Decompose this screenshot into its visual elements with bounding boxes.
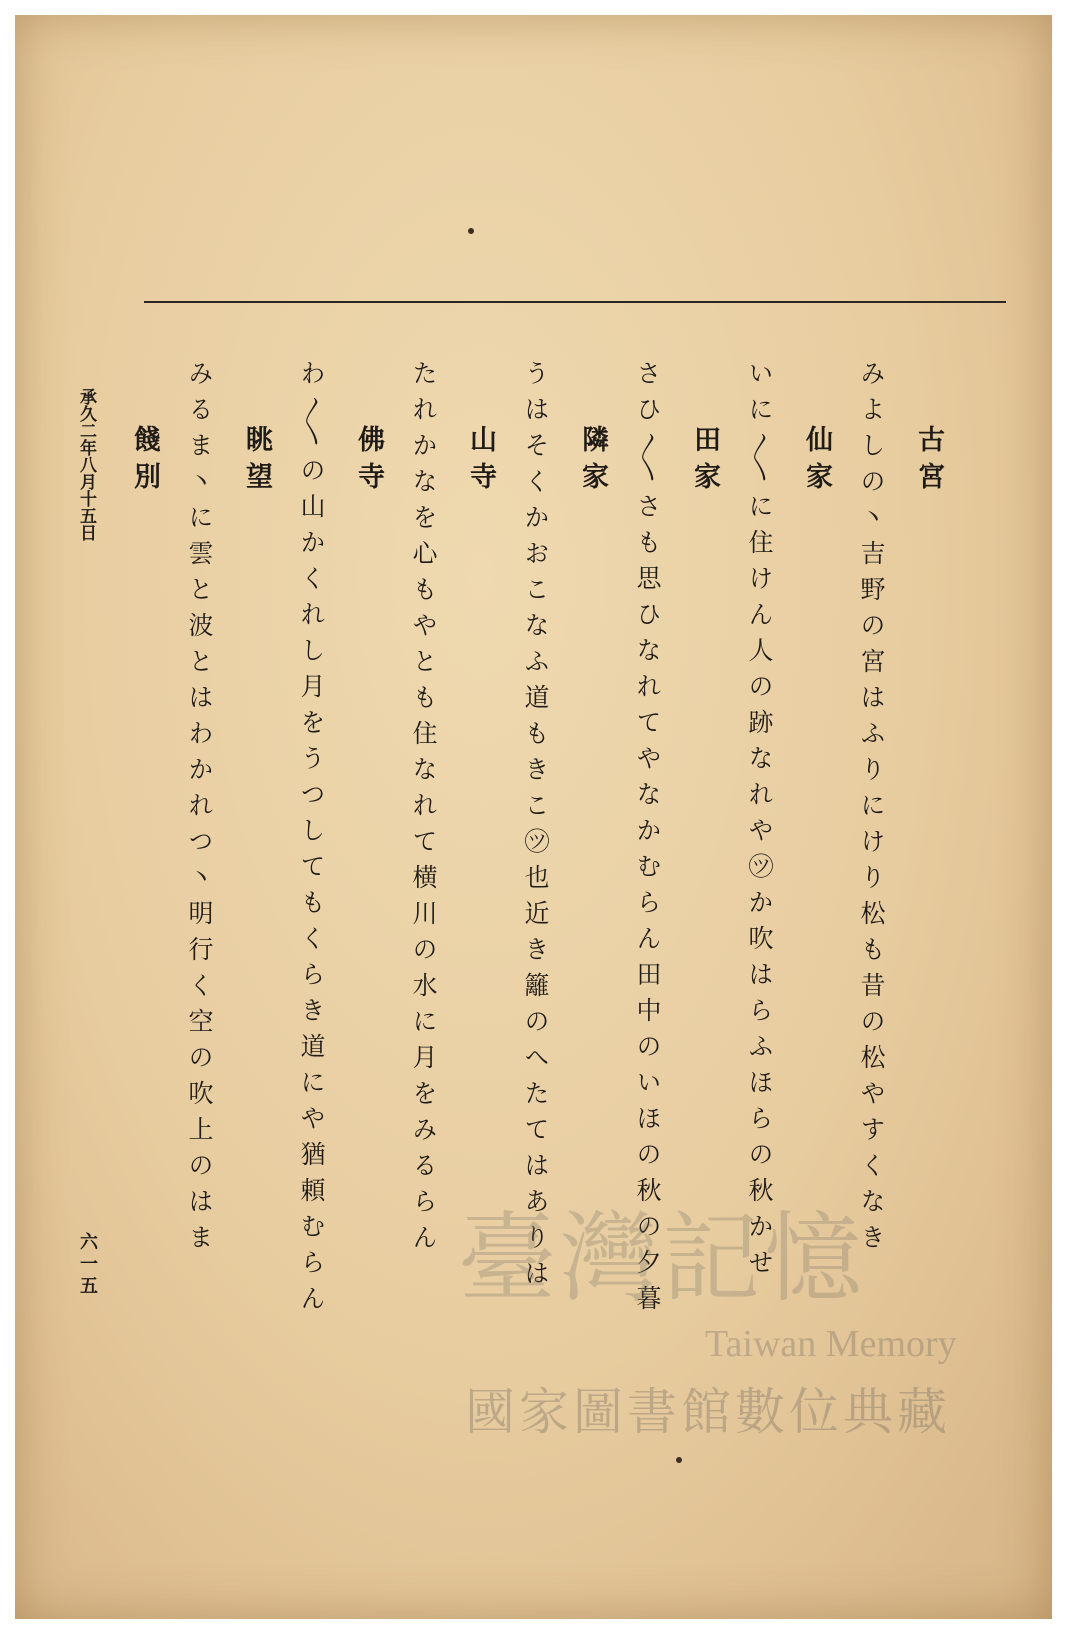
poem-text-7: みるま丶に雲と波とはわかれつ丶明行く空の吹上のはま xyxy=(185,360,214,1260)
paper-speck xyxy=(676,1457,682,1463)
poem-title-7: 眺望 xyxy=(241,425,272,499)
paper-speck xyxy=(468,228,474,234)
header-rule xyxy=(144,301,1006,303)
watermark-latin: Taiwan Memory xyxy=(705,1323,957,1365)
poem-text-3: さひ〳〵さも思ひなれてやなかむらん田中のいほの秋の夕暮 xyxy=(633,360,662,1321)
watermark-library: 國家圖書館數位典藏 xyxy=(465,1383,951,1441)
poem-text-4: うはそくかおこなふ道もきこ㋡也近き籬のへたてはありは xyxy=(521,360,550,1296)
poem-title-2: 仙家 xyxy=(801,425,832,499)
date-line: 承久二年八月十五日 xyxy=(76,388,96,541)
page-number: 六一五 xyxy=(77,1232,98,1298)
poem-title-6: 佛寺 xyxy=(353,425,384,499)
poem-title-1: 古宮 xyxy=(913,425,944,499)
poem-text-2: いに〳〵に住けん人の跡なれや㋡か吹はらふほらの秋かせ xyxy=(745,360,774,1285)
poem-text-1: みよしの丶吉野の宮はふりにけり松も昔の松やすくなき xyxy=(857,360,886,1260)
poem-text-5: たれかなを心もやとも住なれて横川の水に月をみるらん xyxy=(409,360,438,1260)
poem-text-6: わ〳〵の山かくれし月をうつしてもくらき道にや猶頼むらん xyxy=(297,360,326,1321)
poem-title-4: 隣家 xyxy=(577,425,608,499)
watermark-logo: 臺灣記憶 xyxy=(458,1202,867,1316)
poem-title-8: 餞別 xyxy=(129,425,160,499)
poem-title-5: 山寺 xyxy=(465,425,496,499)
poem-title-3: 田家 xyxy=(689,425,720,499)
